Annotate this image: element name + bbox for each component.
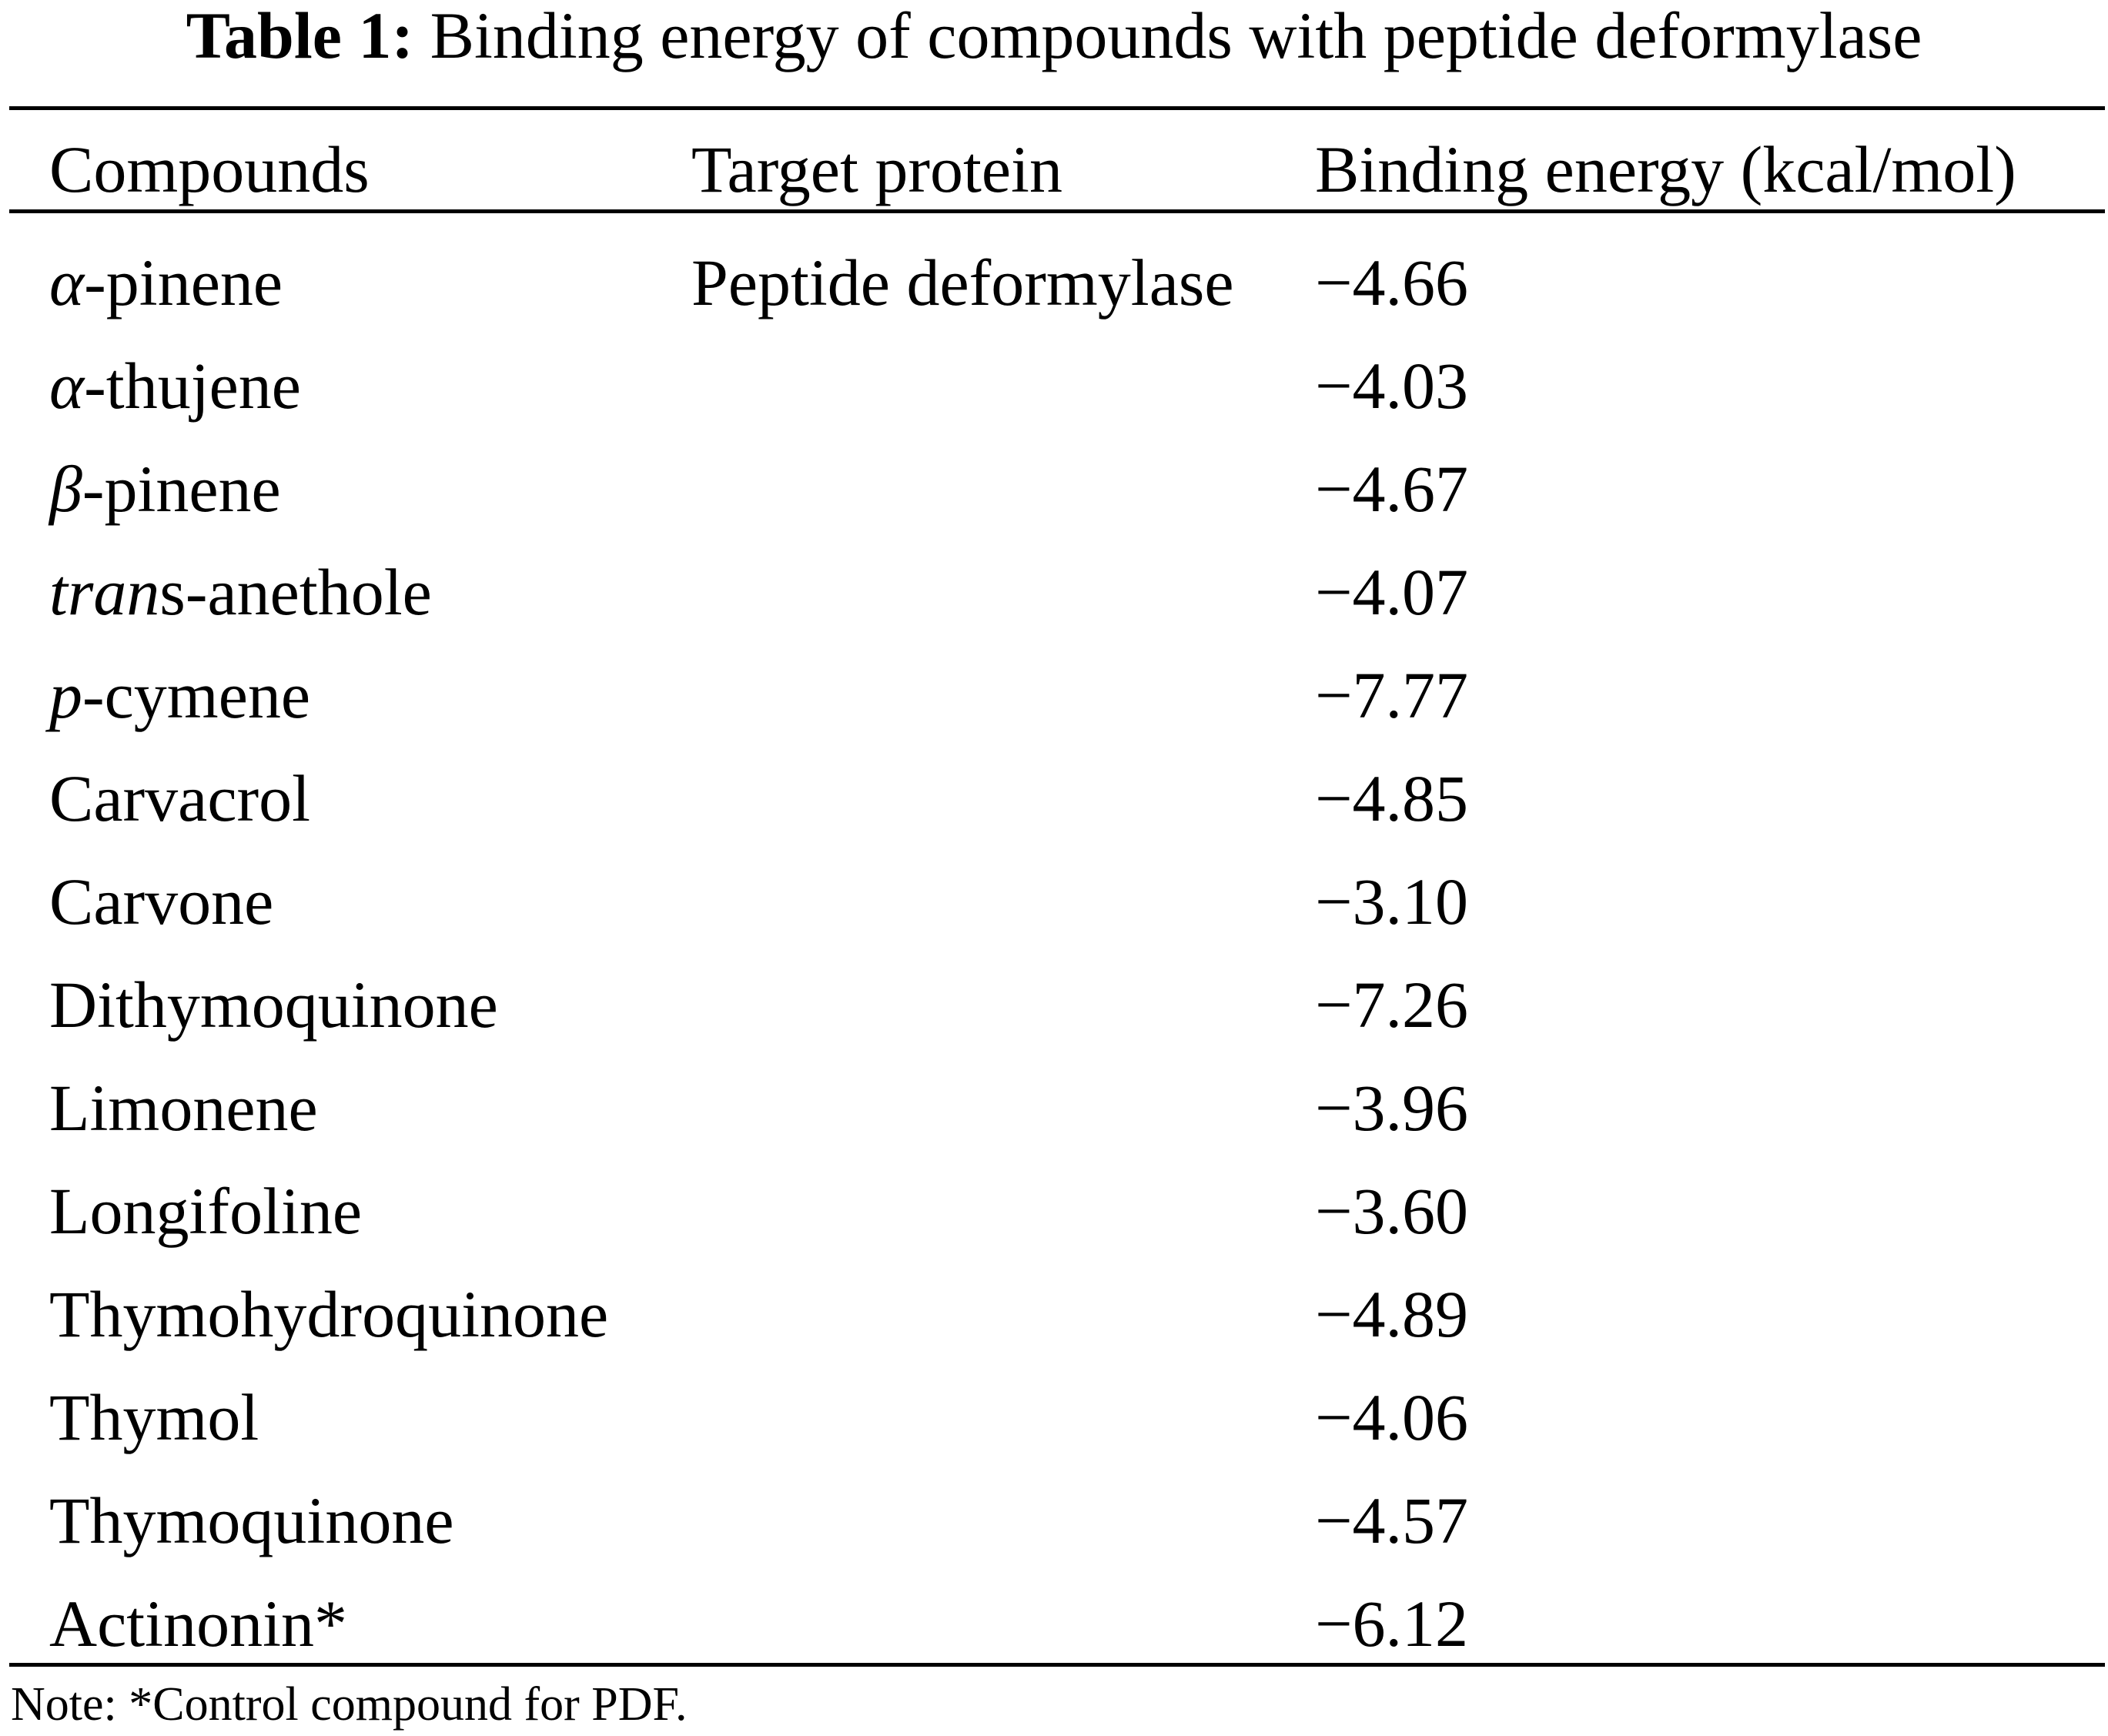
energy-cell: −4.06 [1315, 1380, 1469, 1454]
table-header [0, 131, 2108, 208]
compound-cell: α-pinene [49, 246, 283, 319]
table-row [0, 850, 2108, 953]
table-row [0, 1159, 2108, 1263]
compound-cell: Carvacrol [49, 761, 311, 835]
table-row [0, 540, 2108, 644]
table-body [0, 231, 2108, 1675]
table-row [0, 1366, 2108, 1469]
table-row [0, 1263, 2108, 1366]
energy-cell: −4.89 [1315, 1277, 1469, 1351]
compound-cell: α-thujene [49, 349, 301, 423]
table-row [0, 437, 2108, 540]
header-target-protein: Target protein [691, 132, 1062, 206]
compound-cell: p-cymene [49, 658, 311, 732]
energy-cell: −4.66 [1315, 246, 1469, 319]
compound-cell: Actinonin* [49, 1587, 347, 1661]
table-row [0, 1469, 2108, 1572]
compound-cell: trans-anethole [49, 555, 432, 629]
compound-cell: Thymohydroquinone [49, 1277, 609, 1351]
compound-cell: Dithymoquinone [49, 968, 498, 1042]
table-caption [0, 0, 2108, 77]
energy-cell: −3.10 [1315, 865, 1469, 938]
table-note: Note: *Control compound for PDF. [11, 1678, 688, 1731]
energy-cell: −4.57 [1315, 1483, 1469, 1557]
caption-text: Binding energy of compounds with peptide deformylase [430, 0, 1922, 72]
table-row [0, 747, 2108, 850]
header-rule [9, 209, 2105, 213]
table-row [0, 644, 2108, 747]
energy-cell: −4.85 [1315, 761, 1469, 835]
energy-cell: −4.07 [1315, 555, 1469, 629]
top-rule [9, 106, 2105, 110]
energy-cell: −3.96 [1315, 1071, 1469, 1145]
energy-cell: −6.12 [1315, 1587, 1469, 1661]
header-binding-energy: Binding energy (kcal/mol) [1315, 132, 2016, 206]
table-row [0, 334, 2108, 437]
table-row [0, 953, 2108, 1056]
bottom-rule [9, 1663, 2105, 1667]
caption-label: Table 1: [186, 0, 414, 72]
compound-cell: Carvone [49, 865, 274, 938]
energy-cell: −4.67 [1315, 452, 1469, 526]
energy-cell: −7.26 [1315, 968, 1469, 1042]
compound-cell: β-pinene [49, 452, 281, 526]
energy-cell: −3.60 [1315, 1174, 1469, 1248]
compound-cell: Thymoquinone [49, 1483, 454, 1557]
compound-cell: Longifoline [49, 1174, 363, 1248]
energy-cell: −7.77 [1315, 658, 1469, 732]
compound-cell: Thymol [49, 1380, 259, 1454]
table-row [0, 231, 2108, 334]
compound-cell: Limonene [49, 1071, 318, 1145]
header-compounds: Compounds [49, 132, 370, 206]
table-row [0, 1056, 2108, 1159]
table-row [0, 1572, 2108, 1675]
energy-cell: −4.03 [1315, 349, 1469, 423]
target-cell: Peptide deformylase [691, 246, 1234, 319]
